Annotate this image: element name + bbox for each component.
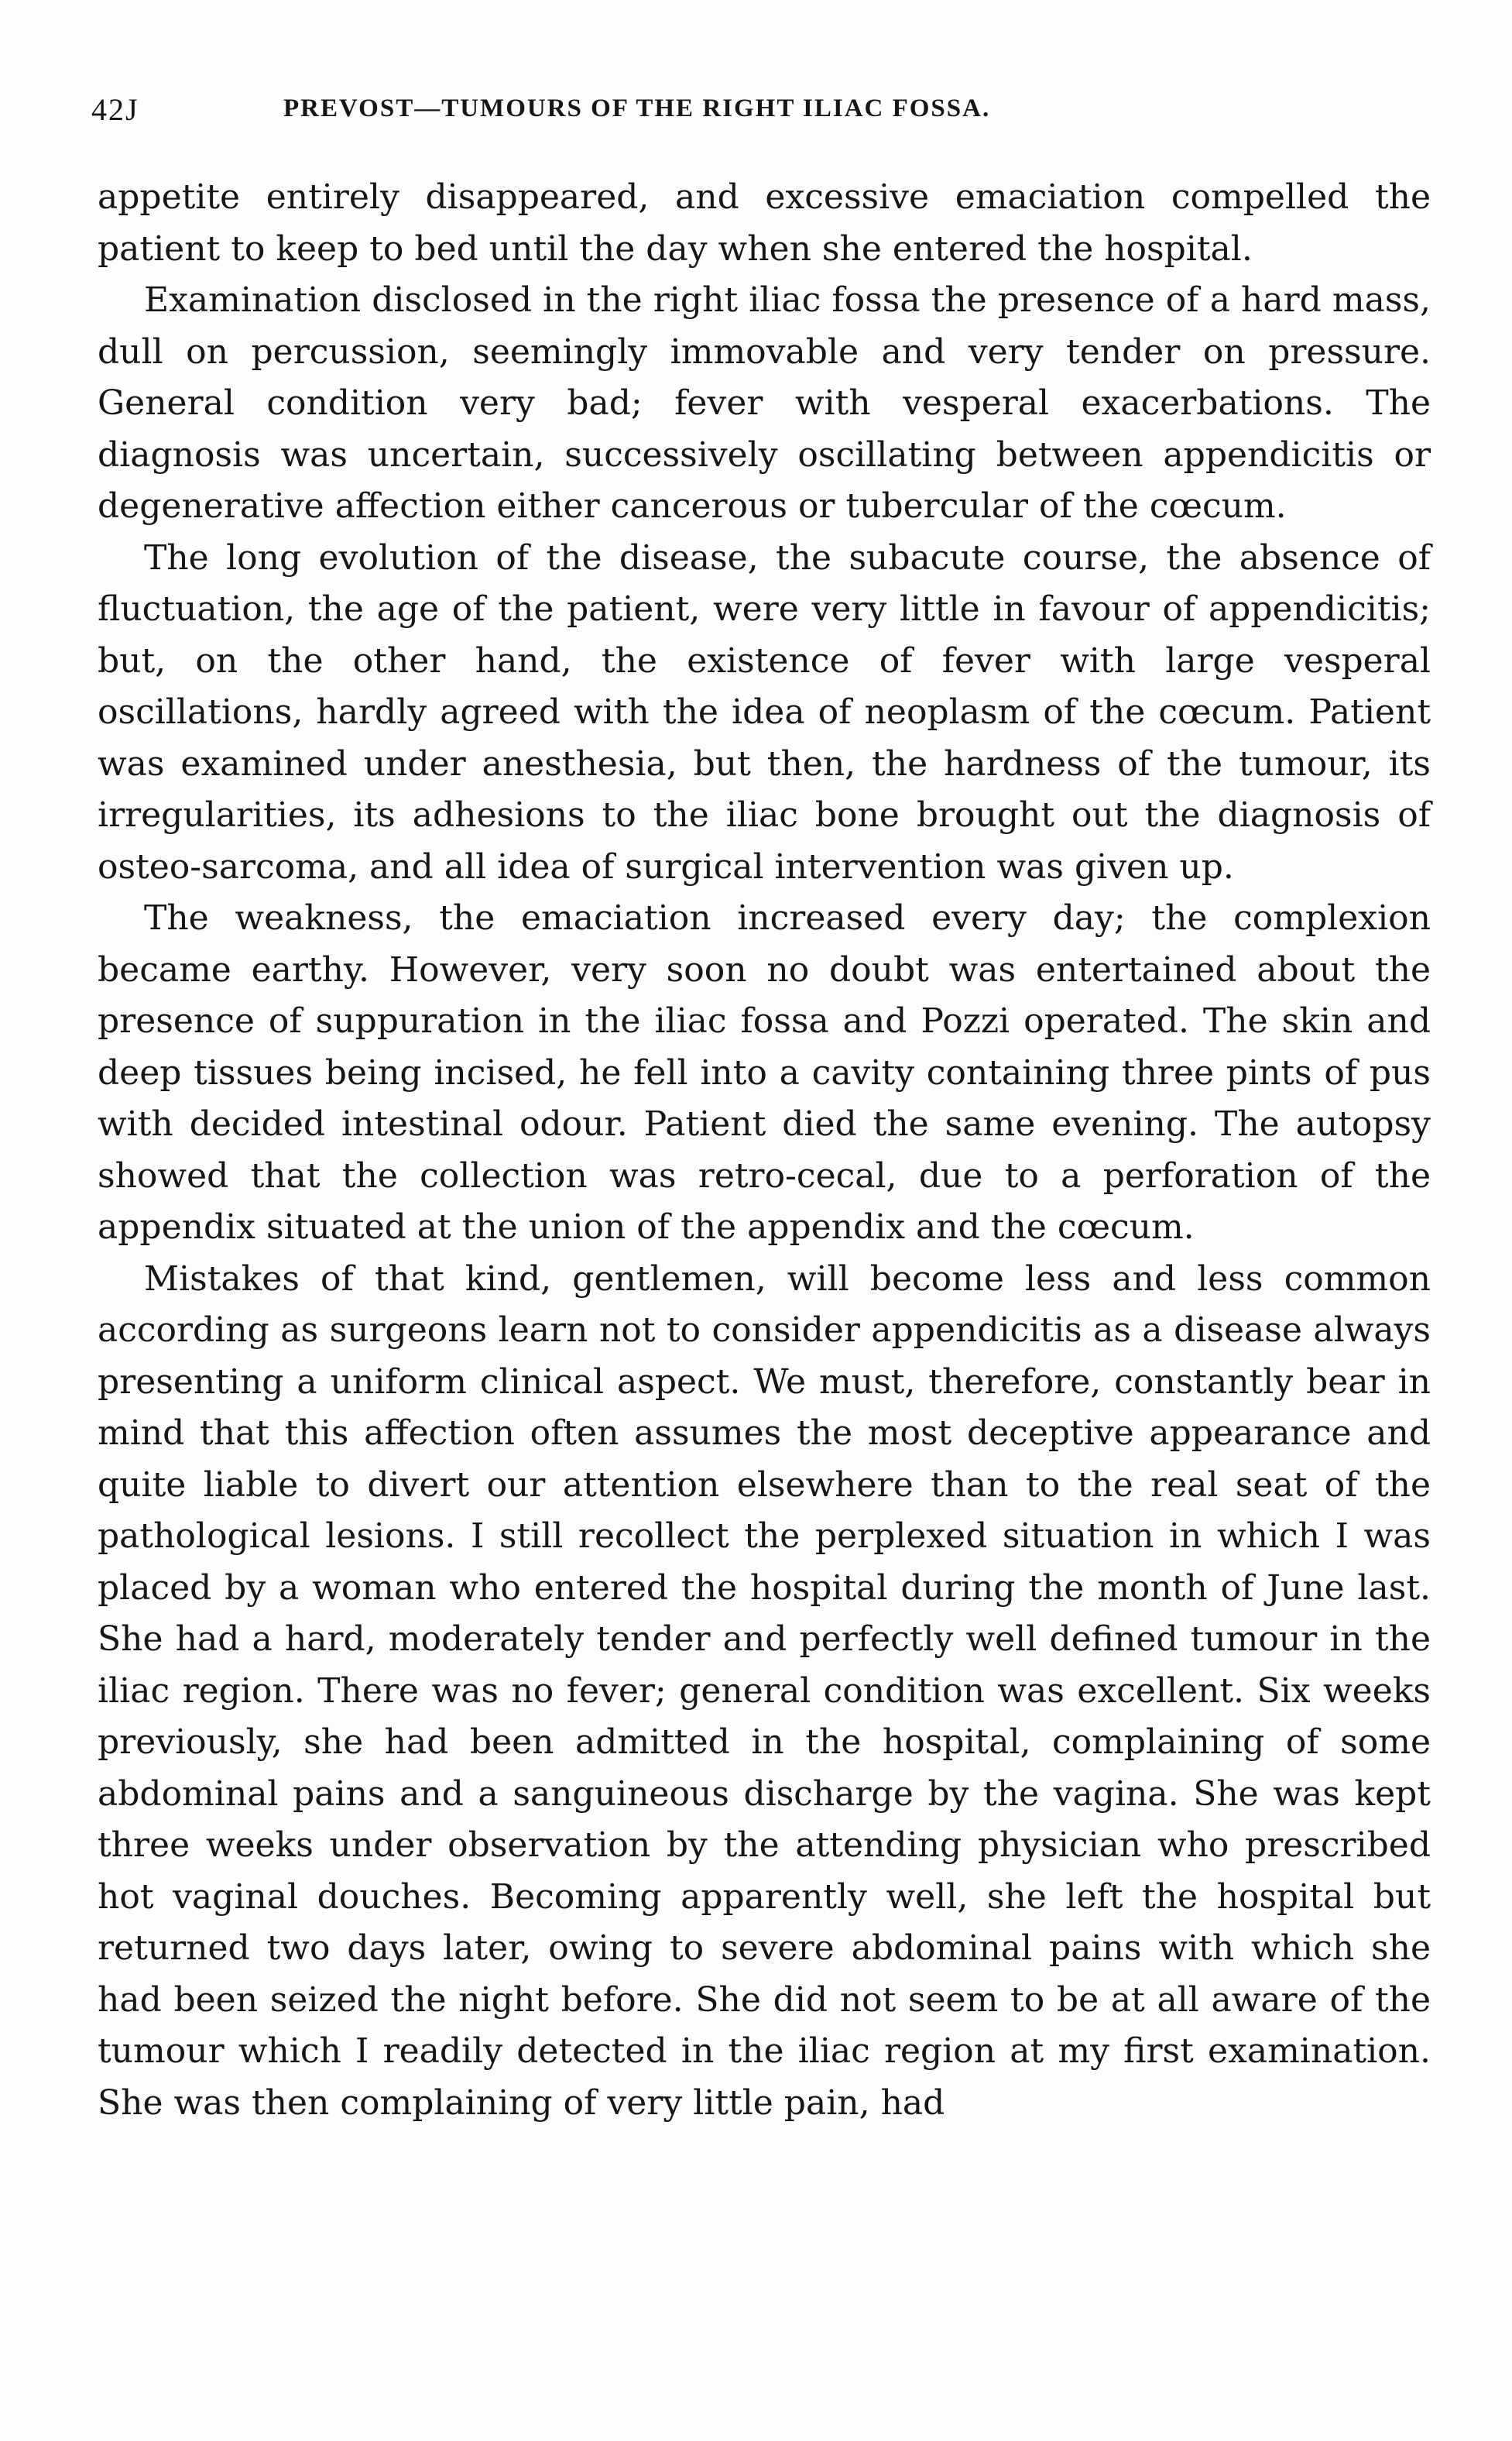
paragraph-evolution: The long evolution of the disease, the subacute course, the absence of fluctuation, the age of the patient, were very little in favour of appendicitis; but, on the other hand, the existence of fever with large vesperal oscillations, hardly agreed with the idea of neoplasm of the cœcum. Patient was examined under anesthesia, but then, the hardness of the tumour, its irregularities, its adhesions to the iliac bone brought out the diagnosis of osteo-sarcoma, and all idea of surgical intervention was given up. [98,537,1431,887]
running-title: PREVOST—TUMOURS OF THE RIGHT ILIAC FOSSA. [283,94,991,122]
paragraph-mistakes: Mistakes of that kind, gentlemen, will become less and less common according as surgeons learn not to consider appendicitis as a disease always presenting a uniform clinical aspect. We must, therefore, constantly bear in mind that this affection often assumes the most deceptive appearance and quite liable to divert our attention elsewhere than to the real seat of the pathological lesions. I still recollect the perplexed situation in which I was placed by a woman who entered the hospital during the month of June last. She had a hard, moderately tender and perfectly well defined tumour in the iliac region. There was no fever; general condition was excellent. Six weeks previously, she had been admitted in the hospital, complaining of some abdominal pains and a sanguineous discharge by the vagina. She was kept three weeks under observation by the attending physician who prescribed hot vaginal douches. Becoming apparently well, she left the hospital but returned two days later, owing to severe abdominal pains with which she had been seized the night before. She did not seem to be at all aware of the tumour which I readily detected in the iliac region at my first examination. She was then complaining of very little pain, had [98,1258,1431,2123]
page-number: 42J [91,92,139,127]
paragraph-weakness: The weakness, the emaciation increased every day; the complexion became earthy. However, very soon no doubt was entertained about the presence of suppuration in the iliac fossa and Pozzi operated. The skin and deep tissues being incised, he fell into a cavity containing three pints of pus with decided intestinal odour. Patient died the same evening. The autopsy showed that the collection was retro-cecal, due to a perforation of the appendix situated at the union of the appendix and the cœcum. [98,898,1431,1247]
body-text [98,172,1431,2129]
running-head [91,91,1423,138]
paragraph-examination: Examination disclosed in the right iliac fossa the presence of a hard mass, dull on percussion, seemingly immovable and very tender on pressure. General condition very bad; fever with vesperal exacerbations. The diagnosis was uncertain, successively oscillating between appendicitis or degenerative affection either cancerous or tubercular of the cœcum. [98,280,1431,526]
paragraph-continued: appetite entirely disappeared, and excessive emaciation compelled the patient to keep to bed until the day when she entered the hospital. [98,177,1431,269]
